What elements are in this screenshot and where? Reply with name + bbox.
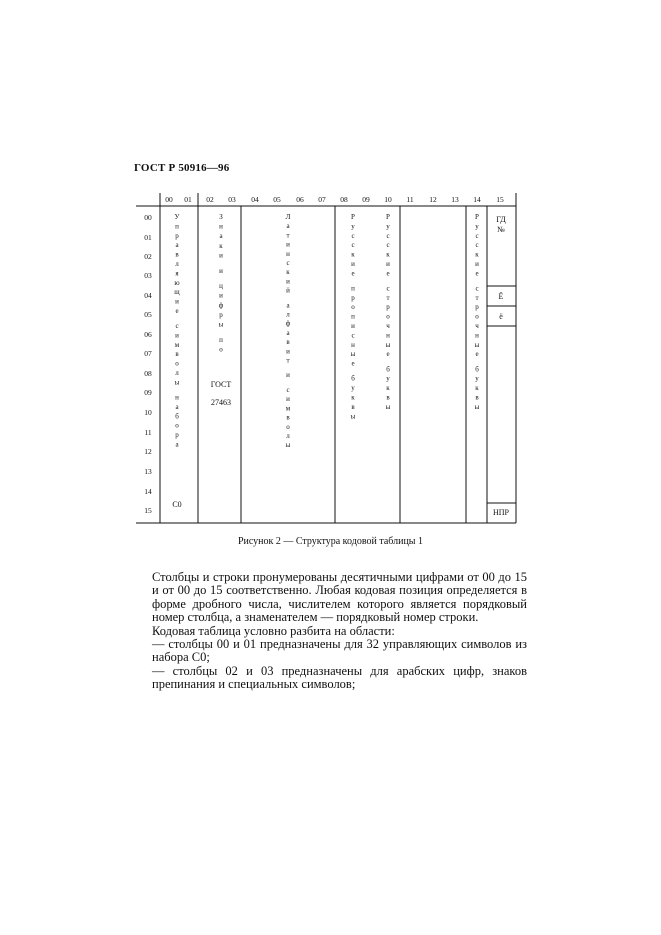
control-symbols-label-char: е (175, 307, 179, 315)
row-header-00: 00 (144, 213, 152, 222)
russian-lower-label-char: у (386, 374, 390, 383)
russian-lower-label-char: с (386, 241, 390, 250)
russian-lower-col14-label-char: б (475, 365, 479, 374)
latin-alphabet-label-char: с (286, 259, 290, 267)
latin-alphabet-label-char: ф (285, 319, 291, 328)
latin-alphabet-label-char: с (286, 385, 290, 394)
russian-lower-label-char: ы (385, 402, 391, 411)
control-symbols-label-char: и (175, 331, 179, 340)
row-header-06: 06 (144, 330, 152, 339)
col15-row05-label: ё (499, 312, 503, 321)
digits-signs-label-char: и (219, 291, 223, 300)
russian-lower-label-char: с (386, 231, 390, 240)
russian-lower-label-char: с (386, 284, 390, 293)
digits-signs-label-char: ы (218, 320, 224, 329)
latin-alphabet-label-char: н (286, 249, 290, 258)
russian-lower-col14-label (475, 213, 480, 411)
paragraph-1: Столбцы и строки пронумерованы десятичными цифрами от 00 до 15 и от 00 до 15 соответственно. Любая кодовая позиция определяется в форме дробного числа, числителем которого является порядковый номер столбца, а знаменателем — порядковый номер строки. (152, 570, 527, 625)
russian-lower-col14-label-char: ч (475, 322, 479, 331)
control-symbols-label-char: о (175, 359, 179, 368)
control-symbols-label-char: л (175, 260, 179, 268)
latin-alphabet-label-char: к (286, 268, 290, 277)
russian-lower-col14-label-char: ы (474, 340, 480, 349)
russian-lower-label-char: к (386, 250, 390, 259)
russian-lower-col14-label-char: ы (474, 402, 480, 411)
latin-alphabet-label-char: и (286, 395, 290, 404)
column-header-09: 09 (362, 195, 370, 204)
control-symbols-label-char: У (174, 213, 180, 221)
row-header-04: 04 (144, 291, 152, 300)
paragraph-4: — столбцы 02 и 03 предназначены для арабских цифр, знаков препинания и специальных символов; (152, 663, 527, 692)
russian-capital-label-char: р (351, 293, 355, 302)
control-symbols-label-char: ю (174, 278, 180, 287)
russian-lower-label-char: т (386, 293, 390, 302)
russian-lower-col14-label-char: с (475, 241, 479, 250)
russian-lower-label-char: у (386, 222, 390, 231)
russian-lower-col14-label-char: с (475, 284, 479, 293)
control-symbols-label-char: о (175, 421, 179, 430)
control-symbols-label-char: в (175, 350, 179, 359)
russian-lower-col14-label-char: т (475, 293, 479, 302)
latin-alphabet-label-char: и (286, 371, 290, 380)
russian-capital-label-char: ы (350, 412, 356, 421)
document-header: ГОСТ Р 50916—96 (134, 162, 230, 174)
vertical-block-labels (174, 213, 479, 449)
russian-lower-col14-label-char: е (475, 269, 479, 278)
russian-capital-label-char: о (351, 303, 355, 312)
digits-signs-label-char: р (219, 310, 223, 319)
control-symbols-label-char: а (175, 402, 179, 411)
column-headers (165, 195, 504, 204)
table-frame (136, 193, 516, 523)
latin-alphabet-label-char: й (286, 286, 290, 295)
russian-lower-label-char: н (386, 331, 390, 340)
latin-alphabet-label-char: и (286, 347, 290, 356)
latin-alphabet-label (286, 213, 291, 449)
column-header-01: 01 (184, 195, 192, 204)
col15-row04-label: Ё (498, 292, 504, 301)
control-symbols-label-char: и (175, 297, 179, 306)
row-header-01: 01 (144, 233, 152, 242)
gost-number: 27463 (211, 398, 231, 407)
col15-row01-label: № (497, 225, 505, 234)
russian-capital-label-char: е (351, 359, 355, 368)
russian-lower-label-char: и (386, 260, 390, 268)
paragraph-2: Кодовая таблица условно разбита на области: (152, 623, 395, 638)
row-header-09: 09 (144, 388, 152, 397)
russian-lower-col14-label-char: и (475, 260, 479, 268)
control-symbols-label-char: ы (174, 378, 180, 387)
digits-signs-label-char: к (219, 241, 223, 250)
control-symbols-label-char: л (175, 369, 179, 378)
row-header-05: 05 (144, 310, 152, 319)
latin-alphabet-label-char: и (286, 240, 290, 249)
digits-signs-label (219, 213, 224, 353)
russian-lower-label-char: в (386, 393, 390, 402)
russian-lower-label-char: ы (385, 340, 391, 349)
russian-lower-label-char: Р (386, 213, 390, 221)
russian-capital-label-char: к (351, 250, 355, 259)
russian-lower-col14-label-char: Р (475, 213, 479, 221)
russian-lower-label-char: к (386, 384, 390, 393)
russian-lower-col14-label-char: с (475, 231, 479, 240)
russian-lower-col14-label-char: у (475, 222, 479, 231)
latin-alphabet-label-char: т (286, 356, 290, 365)
column-header-08: 08 (340, 195, 348, 204)
russian-lower-col14-label-char: у (475, 374, 479, 383)
control-symbols-label-char: р (175, 231, 179, 240)
russian-capital-label-char: и (351, 322, 355, 331)
paragraph-3: — столбцы 00 и 01 предназначены для 32 управляющих символов из набора С0; (152, 637, 527, 665)
col15-row15-label: НПР (492, 508, 510, 517)
column-header-11: 11 (406, 195, 414, 204)
control-symbols-label-char: а (175, 241, 179, 250)
latin-alphabet-label-char: а (286, 222, 290, 231)
russian-capital-label-char: н (351, 340, 355, 349)
russian-capital-label-char: б (351, 374, 355, 383)
russian-capital-label-char: с (351, 241, 355, 250)
column-header-03: 03 (228, 195, 236, 204)
latin-alphabet-label-char: а (286, 301, 290, 310)
latin-alphabet-label-char: т (286, 231, 290, 240)
russian-capital-label-char: у (351, 222, 355, 231)
column-header-04: 04 (251, 195, 259, 204)
control-symbols-label (174, 213, 180, 448)
row-header-13: 13 (144, 467, 152, 476)
russian-lower-col14-label-char: е (475, 350, 479, 359)
russian-capital-label-char: с (351, 231, 355, 240)
russian-lower-label-char: б (386, 365, 390, 374)
russian-capital-label (351, 213, 356, 420)
russian-capital-label-char: п (351, 312, 355, 321)
russian-capital-label-char: п (351, 284, 355, 293)
control-symbols-label-char: а (175, 440, 179, 449)
digits-signs-label-char: а (219, 232, 223, 241)
digits-signs-label-char: н (219, 222, 223, 231)
russian-capital-label-char: в (351, 402, 355, 411)
latin-alphabet-label-char: м (285, 404, 291, 413)
col15-row00-label: ГД (496, 215, 506, 224)
control-symbols-label-char: я (175, 269, 179, 278)
row-header-11: 11 (144, 428, 152, 437)
column-header-15: 15 (496, 195, 504, 204)
row-header-07: 07 (144, 349, 152, 358)
russian-lower-label-char: е (386, 269, 390, 278)
control-symbols-label-char: р (175, 431, 179, 440)
control-set-name: С0 (172, 500, 182, 509)
control-symbols-label-char: м (174, 340, 180, 349)
row-header-12: 12 (144, 447, 152, 456)
row-header-02: 02 (144, 252, 152, 261)
row-header-03: 03 (144, 271, 152, 280)
control-symbols-label-char: б (175, 412, 179, 421)
row-header-10: 10 (144, 408, 152, 417)
body-text (152, 571, 527, 692)
latin-alphabet-label-char: а (286, 328, 290, 337)
russian-lower-col14-label-char: р (475, 303, 479, 312)
figure-caption: Рисунок 2 — Структура кодовой таблицы 1 (237, 536, 424, 547)
digits-signs-label-char: ц (219, 282, 223, 291)
russian-capital-label-char: и (351, 260, 355, 268)
digits-signs-label-char: п (219, 335, 223, 344)
column-header-05: 05 (273, 195, 281, 204)
digits-signs-label-char: З (219, 213, 223, 221)
russian-capital-label-char: с (351, 331, 355, 340)
control-symbols-label-char: с (175, 322, 179, 331)
column-header-13: 13 (451, 195, 459, 204)
control-symbols-label-char: н (175, 393, 179, 402)
russian-capital-label-char: е (351, 269, 355, 278)
latin-alphabet-label-char: в (286, 338, 290, 347)
latin-alphabet-label-char: ы (285, 441, 291, 450)
russian-lower-col14-label-char: н (475, 331, 479, 340)
column-header-02: 02 (206, 195, 214, 204)
latin-alphabet-label-char: о (286, 422, 290, 431)
digits-signs-label-char: ф (218, 301, 224, 310)
column-header-06: 06 (296, 195, 304, 204)
latin-alphabet-label-char: и (286, 277, 290, 286)
column-header-00: 00 (165, 195, 173, 204)
row-headers (144, 213, 152, 515)
digits-signs-label-char: о (219, 345, 223, 354)
russian-lower-col14-label-char: о (475, 312, 479, 321)
latin-alphabet-label-char: л (286, 431, 290, 440)
russian-lower-col14-label-char: к (475, 384, 479, 393)
russian-lower-col14-label-char: к (475, 250, 479, 259)
misc-labels (172, 215, 509, 517)
control-symbols-label-char: п (175, 222, 179, 231)
column-header-10: 10 (384, 195, 392, 204)
control-symbols-label-char: щ (174, 288, 180, 297)
russian-capital-label-char: к (351, 393, 355, 402)
digits-signs-label-char: и (219, 251, 223, 260)
column-header-14: 14 (473, 195, 481, 204)
russian-lower-col14-label-char: в (475, 393, 479, 402)
latin-alphabet-label-char: Л (285, 213, 291, 221)
russian-lower-label (386, 213, 391, 411)
russian-lower-label-char: е (386, 350, 390, 359)
latin-alphabet-label-char: л (286, 310, 290, 319)
control-symbols-label-char: в (175, 250, 179, 259)
russian-capital-label-char: Р (351, 213, 355, 221)
russian-capital-label-char: у (351, 384, 355, 393)
column-header-07: 07 (318, 195, 326, 204)
russian-lower-label-char: о (386, 312, 390, 321)
gost-label: ГОСТ (210, 380, 232, 389)
russian-lower-label-char: р (386, 303, 390, 312)
row-header-14: 14 (144, 487, 152, 496)
column-header-12: 12 (429, 195, 437, 204)
row-header-15: 15 (144, 506, 152, 515)
digits-signs-label-char: и (219, 266, 223, 275)
row-header-08: 08 (144, 369, 152, 378)
russian-lower-label-char: ч (386, 322, 390, 331)
russian-capital-label-char: ы (350, 350, 356, 359)
latin-alphabet-label-char: в (286, 413, 290, 422)
